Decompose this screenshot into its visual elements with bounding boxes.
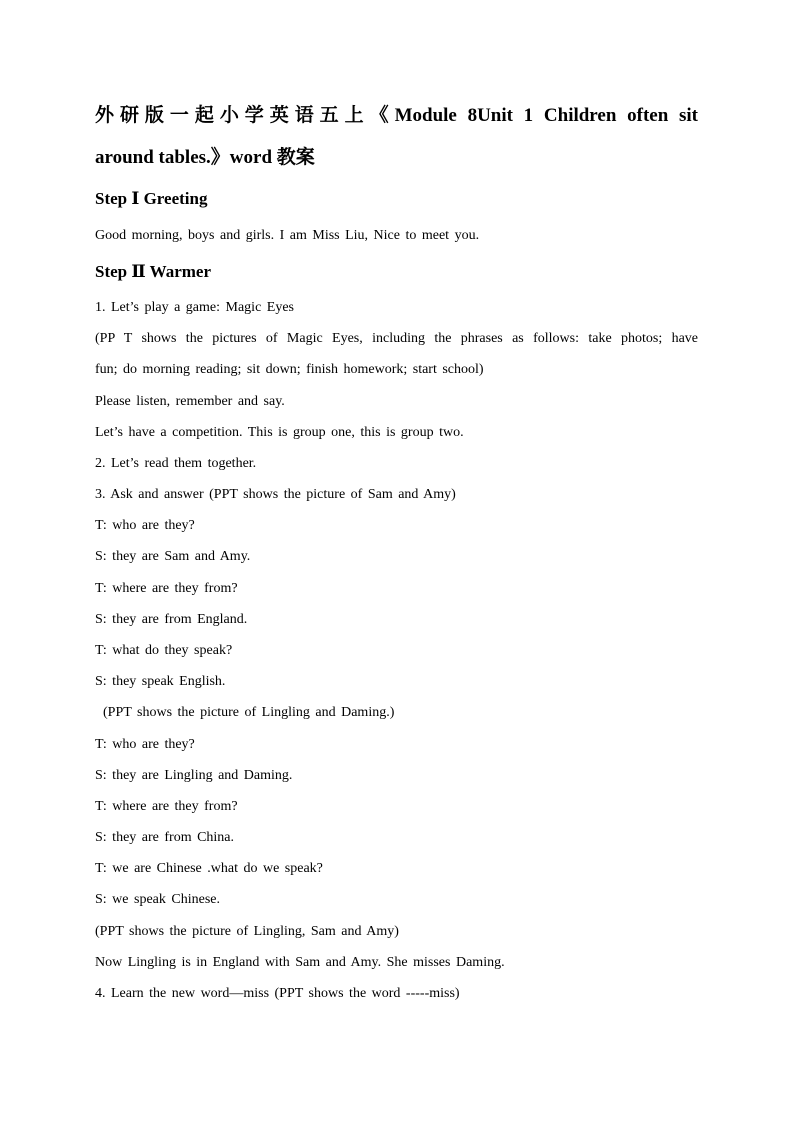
paragraph-line: (PPT shows the picture of Lingling, Sam and Amy): [95, 924, 399, 939]
step-2-heading: Step Ⅱ Warmer: [95, 262, 211, 281]
paragraph-line: S: we speak Chinese.: [95, 892, 220, 907]
paragraph-line: (PPT shows the picture of Lingling and Daming.): [103, 705, 395, 720]
paragraph-line: 4. Learn the new word—miss (PPT shows the word -----miss): [95, 986, 460, 1001]
paragraph-line: 3. Ask and answer (PPT shows the picture of Sam and Amy): [95, 487, 456, 502]
paragraph-line: S: they are from England.: [95, 612, 248, 627]
paragraph-line: fun; do morning reading; sit down; finish homework; start school): [95, 362, 484, 377]
title-line-1: 外研版一起小学英语五上《Module 8Unit 1 Children often sit: [95, 105, 698, 126]
paragraph-line: 2. Let’s read them together.: [95, 456, 257, 471]
paragraph-line: Let’s have a competition. This is group one, this is group two.: [95, 425, 464, 440]
paragraph-line: Now Lingling is in England with Sam and Amy. She misses Daming.: [95, 955, 505, 970]
step-1-heading: Step Ⅰ Greeting: [95, 189, 208, 208]
paragraph-line: T: where are they from?: [95, 581, 238, 596]
document-title: [95, 95, 698, 179]
paragraph-line: 1. Let’s play a game: Magic Eyes: [95, 300, 294, 315]
paragraph-line: (PP T shows the pictures of Magic Eyes, including the phrases as follows: take photos; have: [95, 331, 698, 346]
paragraph-line: S: they speak English.: [95, 674, 226, 689]
paragraph-line: S: they are from China.: [95, 830, 235, 845]
paragraph-line: Please listen, remember and say.: [95, 394, 285, 409]
title-line-2: around tables.》word 教案: [95, 147, 315, 168]
paragraph-line: T: where are they from?: [95, 799, 238, 814]
step-1-text: Good morning, boys and girls. I am Miss Liu, Nice to meet you.: [95, 228, 480, 243]
paragraph-line: T: who are they?: [95, 737, 195, 752]
paragraph-line: T: we are Chinese .what do we speak?: [95, 861, 323, 876]
paragraph-line: T: who are they?: [95, 518, 195, 533]
paragraph-line: S: they are Lingling and Daming.: [95, 768, 293, 783]
paragraph-line: S: they are Sam and Amy.: [95, 549, 251, 564]
paragraph-line: T: what do they speak?: [95, 643, 233, 658]
